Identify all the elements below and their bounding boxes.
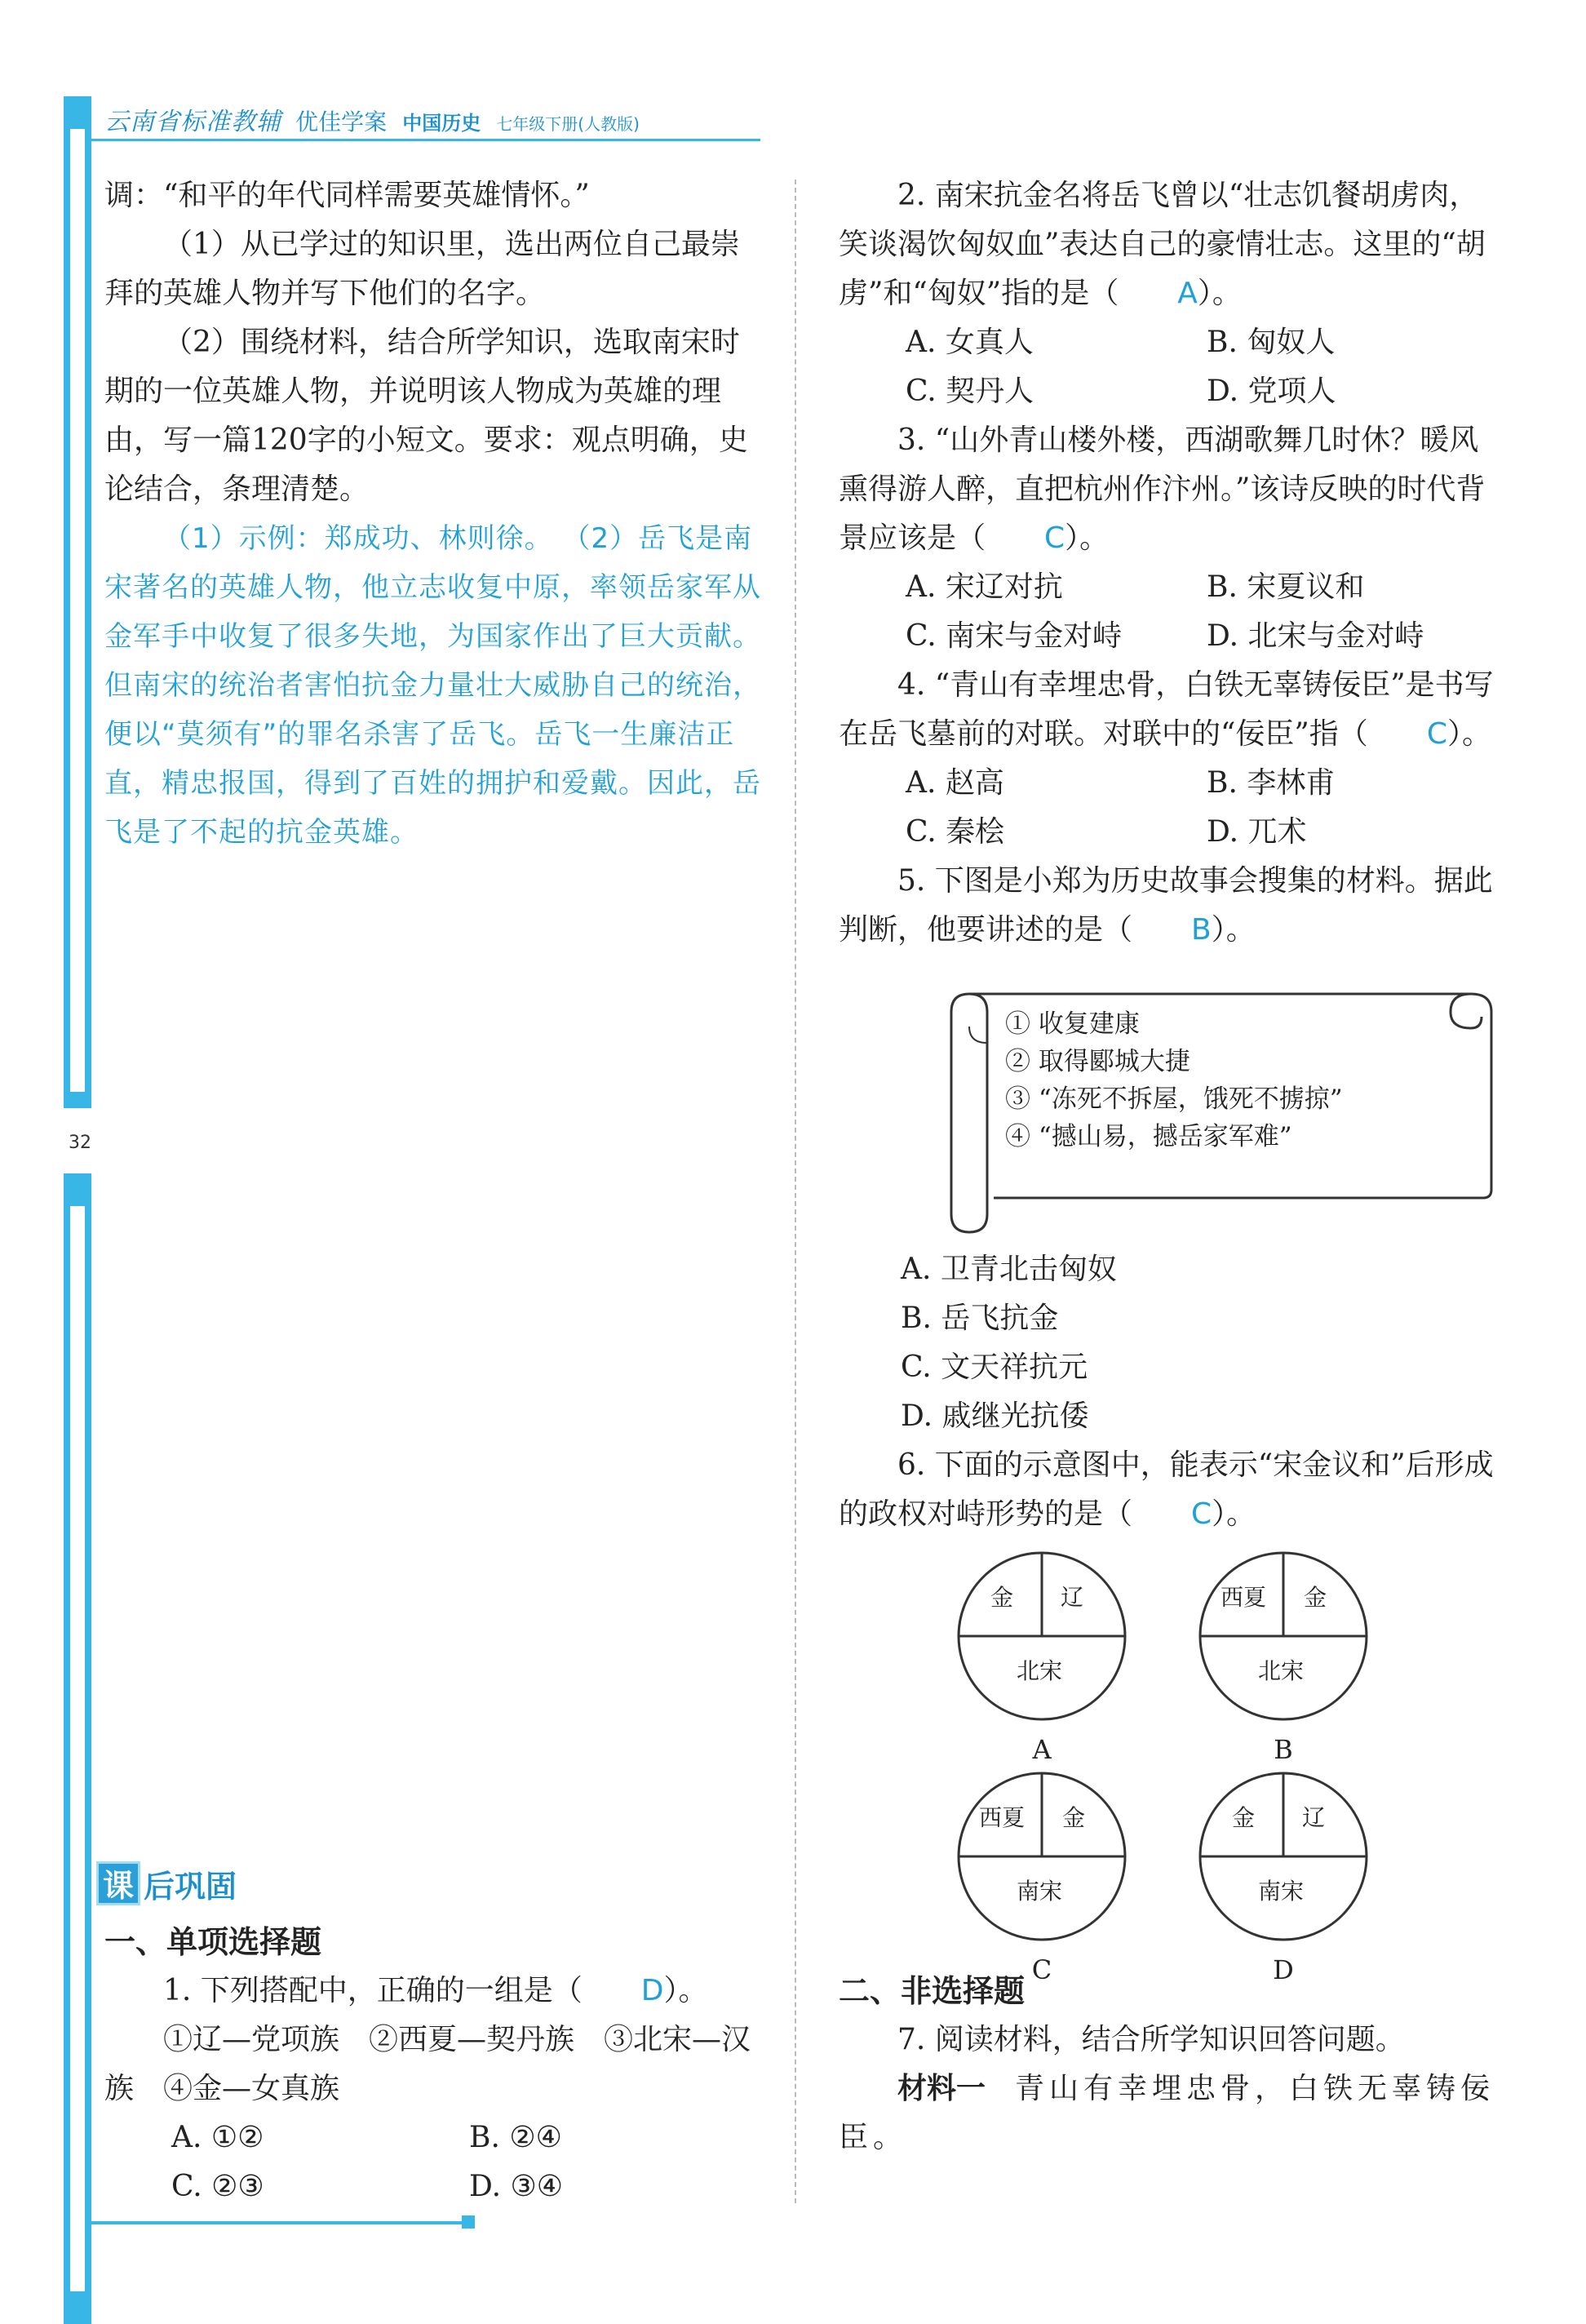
scroll-item: ③ “冻死不拆屋，饿死不掳掠” xyxy=(1005,1084,1343,1114)
bottom-square xyxy=(462,2215,475,2229)
question-part-2: （2）围绕材料，结合所学知识，选取南宋时期的一位英雄人物，并说明该人物成为英雄的理由，写一篇120字的小短文。要求：观点明确，史论结合，条理清楚。 xyxy=(104,326,748,506)
section-heading-text: 后巩固 xyxy=(144,1868,237,1905)
diagram-b-bottom: 北宋 xyxy=(1258,1657,1305,1684)
header-rule xyxy=(91,139,760,141)
q4-close: ）。 xyxy=(1446,717,1491,751)
diagram-b xyxy=(1198,1550,1369,1774)
q1-option-b: B. ②④ xyxy=(469,2121,562,2154)
q6-stem xyxy=(839,1441,1508,1539)
q1-close: ）。 xyxy=(663,1974,708,2007)
diagram-a xyxy=(956,1550,1127,1774)
q5-answer: B xyxy=(1191,913,1212,947)
scroll-item: ① 收复建康 xyxy=(1005,1009,1140,1039)
q6-answer: C xyxy=(1191,1497,1212,1531)
q7-material-text: 青山有幸埋忠骨，白铁无辜铸佞臣。 xyxy=(839,2072,1495,2154)
q5-stem-text: 5. 下图是小郑为历史故事会搜集的材料。据此判断，他要讲述的是（ xyxy=(839,864,1493,947)
q3-close: ）。 xyxy=(1065,521,1110,555)
answer-text: （1）示例：郑成功、林则徐。 （2）岳飞是南宋著名的英雄人物，他立志收复中原，率领岳家军从金军手中收复了很多失地，为国家作出了巨大贡献。但南宋的统治者害怕抗金力量壮大威胁自己的统治，便以“莫须有”的罪名杀害了岳飞。岳飞一生廉洁正直，精忠报国，得到了百姓的拥护和爱戴。因此，岳飞是了不起的抗金英雄。 xyxy=(104,522,761,849)
header-brand: 云南省标准教辅 xyxy=(104,108,281,136)
q4-answer: C xyxy=(1426,717,1447,751)
diagram-a-bottom: 北宋 xyxy=(1017,1657,1063,1684)
diagram-d-bottom: 南宋 xyxy=(1258,1878,1305,1905)
diagram-d xyxy=(1198,1771,1369,1994)
q4-option-b: B. 李林甫 xyxy=(1207,766,1336,800)
side-bar-top xyxy=(64,96,91,1108)
q4-options xyxy=(839,759,1508,857)
q4-option-c: C. 秦桧 xyxy=(906,815,1005,849)
q5-stem xyxy=(839,857,1508,955)
diagram-a-top-left: 金 xyxy=(990,1584,1014,1611)
q5-options xyxy=(839,1245,1508,1441)
bottom-rule xyxy=(91,2221,467,2224)
diagram-d-shape xyxy=(1198,1771,1369,1942)
diagram-d-top-left: 金 xyxy=(1232,1804,1256,1831)
header-subject: 中国历史 xyxy=(402,112,481,135)
q3-answer: C xyxy=(1044,521,1065,555)
q3-option-d: D. 北宋与金对峙 xyxy=(1207,619,1424,653)
q1-option-d: D. ③④ xyxy=(469,2170,564,2203)
scroll-figure xyxy=(937,969,1508,1239)
q2-answer: A xyxy=(1177,277,1198,310)
diagram-a-top-right: 辽 xyxy=(1061,1584,1084,1611)
right-column xyxy=(839,171,1508,2162)
exercise-block-left xyxy=(104,1918,767,2211)
q1-option-c: C. ②③ xyxy=(171,2170,264,2203)
q5-option-a: A. 卫青北击匈奴 xyxy=(901,1253,1117,1286)
header-text xyxy=(104,101,640,137)
q2-option-c: C. 契丹人 xyxy=(906,375,1034,408)
q7-stem: 7. 阅读材料，结合所学知识回答问题。 xyxy=(897,2023,1405,2056)
diagram-b-letter: B xyxy=(1274,1734,1293,1765)
q4-option-a: A. 赵高 xyxy=(906,766,1004,800)
page-header xyxy=(91,96,760,142)
q1-option-a: A. ①② xyxy=(171,2121,264,2154)
q4-option-d: D. 兀术 xyxy=(1207,815,1307,849)
q3-stem-text: 3. “山外青山楼外楼，西湖歌舞几时休？暖风熏得游人醉，直把杭州作汴州。”该诗反映的时代背景应该是（ xyxy=(839,424,1486,555)
diagram-c xyxy=(956,1771,1127,1994)
part-title-non-choice: 二、非选择题 xyxy=(839,1973,1026,2009)
regime-diagrams xyxy=(839,1550,1508,1985)
q1-stem xyxy=(104,1967,767,2016)
left-column xyxy=(104,171,767,857)
q7-material-label: 材料一 xyxy=(897,2072,986,2105)
q6-stem-text: 6. 下面的示意图中，能表示“宋金议和”后形成的政权对峙形势的是（ xyxy=(839,1448,1494,1531)
q5-option-d: D. 戚继光抗倭 xyxy=(901,1399,1089,1433)
q1-stem-text: 1. 下列搭配中，正确的一组是（ xyxy=(163,1974,583,2007)
q3-option-c: C. 南宋与金对峙 xyxy=(906,619,1123,653)
q6-close: ）。 xyxy=(1212,1497,1256,1531)
diagram-d-letter: D xyxy=(1273,1954,1294,1985)
part-title-single-choice: 一、单项选择题 xyxy=(104,1924,322,1960)
diagram-c-bottom: 南宋 xyxy=(1017,1878,1063,1905)
side-bar xyxy=(64,96,91,2218)
scroll-item: ② 取得郾城大捷 xyxy=(1005,1047,1190,1076)
column-divider xyxy=(795,180,796,2203)
q2-option-a: A. 女真人 xyxy=(906,326,1034,359)
q5-option-b: B. 岳飞抗金 xyxy=(901,1302,1059,1335)
q2-option-b: B. 匈奴人 xyxy=(1207,326,1336,359)
diagram-a-shape xyxy=(956,1550,1127,1722)
question-part-1: （1）从已学过的知识里，选出两位自己最崇拜的英雄人物并写下他们的名字。 xyxy=(104,228,740,310)
diagram-d-top-right: 辽 xyxy=(1302,1804,1326,1831)
diagram-a-letter: A xyxy=(1032,1734,1052,1765)
q4-stem xyxy=(839,661,1508,759)
diagram-c-top-left: 西夏 xyxy=(979,1804,1026,1831)
scroll-item: ④ “撼山易，撼岳家军难” xyxy=(1005,1122,1292,1151)
header-series: 优佳学案 xyxy=(295,109,388,135)
section-badge: 课 xyxy=(96,1861,140,1905)
q1-answer: D xyxy=(640,1974,664,2007)
side-bar-bottom xyxy=(64,1173,91,2324)
q1-items: ①辽—党项族 ②西夏—契丹族 ③北宋—汉族 ④金—女真族 xyxy=(104,2023,751,2105)
header-grade: 七年级下册(人教版) xyxy=(496,114,640,134)
q2-option-d: D. 党项人 xyxy=(1207,375,1336,408)
q1-options xyxy=(104,2113,767,2211)
prompt-line: 调：“和平的年代同样需要英雄情怀。” xyxy=(104,179,590,212)
q2-close: ）。 xyxy=(1197,277,1242,310)
diagram-c-letter: C xyxy=(1031,1954,1052,1985)
diagram-b-top-right: 金 xyxy=(1304,1584,1327,1611)
q2-stem xyxy=(839,171,1508,318)
diagram-c-top-right: 金 xyxy=(1062,1804,1086,1831)
page-number: 32 xyxy=(69,1133,91,1153)
q2-options xyxy=(839,318,1508,416)
q4-stem-text: 4. “青山有幸埋忠骨，白铁无辜铸佞臣”是书写在岳飞墓前的对联。对联中的“佞臣”指（ xyxy=(839,668,1494,751)
q3-options xyxy=(839,563,1508,661)
q2-stem-text: 2. 南宋抗金名将岳飞曾以“壮志饥餐胡虏肉，笑谈渴饮匈奴血”表达自己的豪情壮志。这里的“胡虏”和“匈奴”指的是（ xyxy=(839,179,1486,310)
section-heading xyxy=(96,1859,237,1908)
q5-option-c: C. 文天祥抗元 xyxy=(901,1350,1088,1384)
q3-stem xyxy=(839,416,1508,563)
q3-option-b: B. 宋夏议和 xyxy=(1207,570,1365,604)
diagram-b-top-left: 西夏 xyxy=(1221,1584,1267,1611)
q7-material xyxy=(839,2065,1508,2162)
q5-close: ）。 xyxy=(1211,913,1256,947)
scroll-list xyxy=(1005,1005,1343,1155)
q3-option-a: A. 宋辽对抗 xyxy=(906,570,1063,604)
